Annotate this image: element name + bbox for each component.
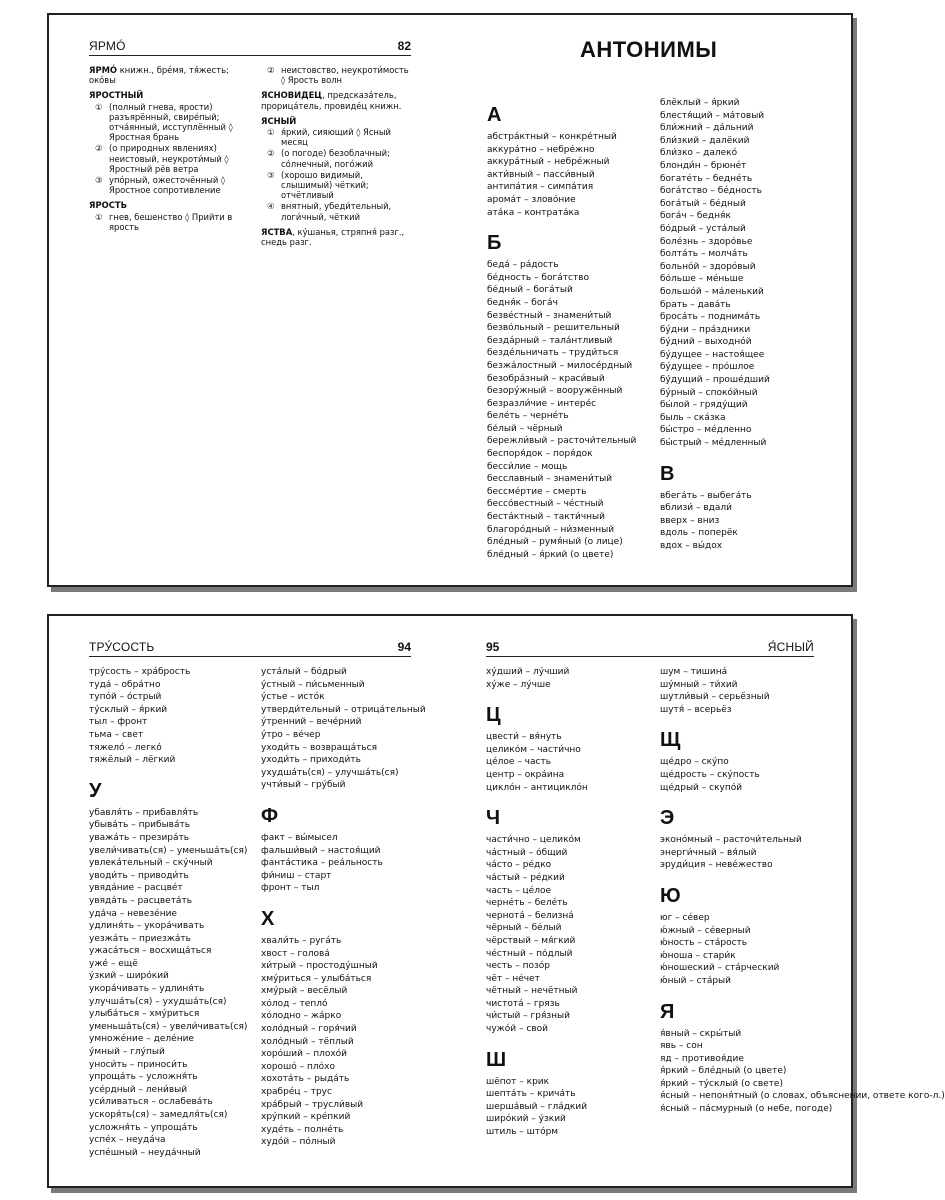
section-letter: Ц bbox=[486, 704, 501, 727]
antonym-pair: бóльше – мéньше bbox=[660, 274, 744, 285]
antonym-pair: щéдрость – ску́пость bbox=[660, 769, 760, 780]
sense-number: ② bbox=[95, 143, 103, 154]
antonym-pair: чи́стый – гря́зный bbox=[486, 1011, 571, 1022]
antonym-pair: бессмéртие – смерть bbox=[487, 486, 587, 497]
dictionary-entry bbox=[261, 227, 413, 247]
section-letter: В bbox=[660, 462, 675, 485]
antonym-pair: убавля́ть – прибавля́ть bbox=[89, 807, 199, 818]
page-94 bbox=[49, 616, 450, 1186]
sense-text: гнев, бешенство ◊ Прийти в ярость bbox=[109, 211, 233, 232]
antonym-pair: у́тренний – вечéрний bbox=[261, 717, 362, 728]
section-letter: У bbox=[89, 779, 102, 802]
dictionary-sense bbox=[261, 170, 413, 201]
antonym-pair: хи́трый – простоду́шный bbox=[261, 961, 378, 972]
sense-number: ③ bbox=[95, 175, 103, 186]
antonym-pair: безвéстный – знамени́тый bbox=[487, 310, 612, 321]
antonym-pair: увели́чивать(ся) – уменьша́ть(ся) bbox=[89, 845, 248, 856]
antonym-pair: явь – сон bbox=[660, 1041, 703, 1052]
antonym-column bbox=[486, 666, 656, 1139]
antonym-pair: ухудша́ть(ся) – улучша́ть(ся) bbox=[261, 767, 399, 778]
antonym-pair: бли́зкий – далёкий bbox=[660, 135, 750, 146]
antonym-pair: вблизи́ – вдали́ bbox=[660, 503, 732, 514]
antonym-pair: хму́рый – весёлый bbox=[261, 986, 348, 997]
antonym-pair: аккура́тно – небрéжно bbox=[487, 144, 595, 155]
section-letter: Э bbox=[660, 807, 675, 830]
running-header bbox=[89, 39, 411, 56]
antonym-pair: уезжа́ть – приезжа́ть bbox=[89, 933, 191, 944]
antonym-pair: храбрéц – трус bbox=[261, 1087, 332, 1098]
antonym-pair: уси́ливаться – ослабева́ть bbox=[89, 1097, 213, 1108]
antonym-pair: хóлод – тепло́ bbox=[261, 998, 328, 1009]
antonym-pair: хра́брый – трусли́вый bbox=[261, 1099, 364, 1110]
antonym-pair: шутя́ – всерьёз bbox=[660, 704, 732, 715]
dictionary-sense bbox=[261, 148, 413, 168]
dictionary-entry bbox=[261, 90, 413, 110]
antonym-pair: ту́склый – я́ркий bbox=[89, 704, 168, 715]
sense-number: ② bbox=[267, 65, 275, 75]
section-letter: Ф bbox=[261, 804, 279, 827]
antonym-pair: фи́ниш – старт bbox=[261, 870, 332, 881]
dictionary-entry bbox=[89, 200, 239, 210]
sense-number: ④ bbox=[267, 201, 275, 212]
dictionary-sense bbox=[89, 212, 239, 232]
antonym-pair: бе́лый – чёрный bbox=[487, 423, 563, 434]
antonym-pair: уходи́ть – возвраща́ться bbox=[261, 742, 378, 753]
antonym-pair: цвести́ – вя́нуть bbox=[486, 732, 562, 743]
antonym-pair: я́вный – скры́тый bbox=[660, 1028, 742, 1039]
antonym-pair: блонди́н – брюнéт bbox=[660, 160, 747, 171]
antonym-pair: болта́ть – молча́ть bbox=[660, 249, 748, 260]
antonym-pair: уходи́ть – приходи́ть bbox=[261, 755, 361, 766]
section-letter: Ю bbox=[660, 884, 681, 907]
antonym-pair: умножéние – делéние bbox=[89, 1034, 194, 1045]
section-letter: Я bbox=[660, 1000, 675, 1023]
sense-text: неистовство, неукроти́мость ◊ Ярость волн bbox=[281, 65, 409, 86]
antonym-pair: уда́ча – невезéние bbox=[89, 908, 177, 919]
antonym-pair: честь – позóр bbox=[486, 961, 550, 972]
antonym-pair: хóлодно – жа́рко bbox=[261, 1011, 342, 1022]
dictionary-sense bbox=[89, 175, 239, 195]
antonym-pair: вдоль – поперёк bbox=[660, 528, 738, 539]
sense-text: (о природных явлениях) неистовый, неукроти́мый ◊ Яростный рёв ветра bbox=[109, 143, 229, 174]
antonym-pair: бога́тый – бéдный bbox=[660, 198, 746, 209]
antonym-pair: беле́ть – черне́ть bbox=[487, 411, 569, 422]
antonym-pair: бережли́вый – расточи́тельный bbox=[487, 436, 637, 447]
antonym-pair: хорóший – плохóй bbox=[261, 1049, 348, 1060]
antonym-pair: у́зкий – широ́кий bbox=[89, 971, 169, 982]
antonym-pair: ширóкий – у́зкий bbox=[486, 1114, 566, 1125]
running-header bbox=[486, 640, 814, 657]
antonym-column bbox=[660, 666, 945, 1116]
antonym-pair: утверди́тельный – отрица́тельный bbox=[261, 704, 426, 715]
antonym-pair: я́сный – непоня́тный (о словах, объяснении, ответе кого-л.) bbox=[660, 1091, 945, 1102]
antonym-pair: туда́ – обра́тно bbox=[89, 679, 161, 690]
antonym-pair: бу́дний – выходнóй bbox=[660, 337, 752, 348]
antonym-pair: ю́ный – ста́рый bbox=[660, 975, 732, 986]
antonym-pair: вбега́ть – выбега́ть bbox=[660, 490, 752, 501]
antonym-pair: ю́ность – ста́рость bbox=[660, 938, 748, 949]
headword: ЯРОСТЬ bbox=[89, 200, 127, 211]
antonym-pair: шум – тишина́ bbox=[660, 667, 728, 677]
antonym-pair: шепта́ть – крича́ть bbox=[486, 1089, 576, 1100]
antonym-pair: безразли́чие – интере́с bbox=[487, 398, 597, 409]
antonym-pair: ча́сто – рéдко bbox=[486, 860, 552, 871]
entry-text: книжн., брéмя, тя́жесть; око́вы bbox=[89, 65, 229, 86]
headword: ЯСНОВИДЕЦ bbox=[261, 90, 323, 101]
sense-number: ② bbox=[267, 148, 275, 159]
antonym-pair: ху́дший – лу́чший bbox=[486, 667, 570, 677]
antonym-pair: вдох – вы́дох bbox=[660, 541, 723, 551]
antonym-pair: быль – ска́зка bbox=[660, 412, 726, 423]
antonym-pair: энерги́чный – вя́лый bbox=[660, 847, 757, 858]
antonym-pair: худóй – пóлный bbox=[261, 1137, 336, 1148]
antonym-pair: ю́ношеский – ста́рческий bbox=[660, 963, 780, 974]
antonyms-page bbox=[450, 15, 851, 585]
sense-number: ① bbox=[95, 211, 103, 222]
antonym-pair: у́тро – вéчер bbox=[261, 729, 321, 740]
antonym-pair: шёпот – крик bbox=[486, 1076, 550, 1087]
antonym-pair: чернéть – белéть bbox=[486, 898, 568, 909]
antonym-pair: бу́дущий – прошéдший bbox=[660, 375, 770, 386]
antonym-pair: ускоря́ть(ся) – замедля́ть(ся) bbox=[89, 1110, 228, 1120]
antonym-pair: бесси́лие – мощь bbox=[487, 461, 568, 472]
antonym-pair: хму́риться – улыба́ться bbox=[261, 973, 372, 984]
antonym-pair: чистота́ – грязь bbox=[486, 998, 560, 1009]
antonym-pair: улыба́ться – хму́риться bbox=[89, 1009, 200, 1020]
antonym-pair: бы́стрый – мéдленный bbox=[660, 438, 767, 449]
sense-text: (хорошо видимый, слышимый) чёткий; отчётливый bbox=[281, 169, 369, 201]
antonym-column bbox=[261, 666, 436, 1149]
antonym-pair: эконóмный – расточи́тельный bbox=[660, 835, 802, 846]
antonym-pair: шутли́вый – серьёзный bbox=[660, 692, 770, 703]
dictionary-sense bbox=[261, 65, 413, 85]
antonym-pair: безору́жный – вооружённый bbox=[487, 386, 623, 397]
antonym-pair: уста́лый – бóдрый bbox=[261, 667, 347, 677]
page-number: 94 bbox=[397, 640, 411, 654]
antonym-pair: у́стный – пи́сьменный bbox=[261, 679, 365, 690]
antonym-pair: блёклый – я́ркий bbox=[660, 98, 740, 108]
dictionary-entry bbox=[89, 90, 239, 100]
antonym-pair: акти́вный – пасси́вный bbox=[487, 169, 595, 180]
antonym-pair: беста́ктный – такти́чный bbox=[487, 512, 605, 523]
antonym-pair: холóдный – тёплый bbox=[261, 1036, 354, 1047]
section-letter: Щ bbox=[660, 729, 681, 752]
antonym-pair: бессо́вестный – чéстный bbox=[487, 499, 604, 510]
dictionary-column bbox=[89, 65, 239, 233]
antonym-pair: штиль – штóрм bbox=[486, 1127, 559, 1138]
antonym-pair: хру́пкий – крéпкий bbox=[261, 1112, 351, 1123]
antonym-pair: хвост – голова́ bbox=[261, 948, 330, 959]
antonym-pair: благорóдный – ни́зменный bbox=[487, 524, 615, 535]
sense-text: внятный, убеди́тельный, логи́чный, чёткий bbox=[281, 201, 392, 222]
antonym-pair: тыл – фронт bbox=[89, 717, 148, 728]
antonym-pair: аккура́тный – небрéжный bbox=[487, 157, 610, 168]
sense-text: я́ркий, сияющий ◊ Ясный месяц bbox=[281, 127, 391, 148]
antonym-pair: центр – окра́ина bbox=[486, 769, 565, 780]
section-letter: Х bbox=[261, 907, 275, 930]
antonym-pair: блестя́щий – ма́товый bbox=[660, 110, 765, 121]
book-spread-top bbox=[47, 13, 853, 587]
antonym-pair: юг – сéвер bbox=[660, 912, 710, 923]
antonym-pair: больнóй – здорóвый bbox=[660, 261, 756, 272]
antonym-pair: чёрный – бéлый bbox=[486, 923, 562, 934]
antonym-pair: болéзнь – здорóвье bbox=[660, 236, 753, 247]
antonym-pair: тупóй – óстрый bbox=[89, 692, 162, 703]
antonym-pair: увяда́ние – расцвéт bbox=[89, 883, 183, 894]
antonym-pair: уважа́ть – презира́ть bbox=[89, 832, 190, 843]
antonym-pair: убыва́ть – прибыва́ть bbox=[89, 820, 191, 831]
antonym-column bbox=[89, 666, 259, 1159]
antonym-pair: ча́стный – óбщий bbox=[486, 847, 568, 858]
antonym-pair: тьма – свет bbox=[89, 729, 144, 740]
antonym-pair: чернота́ – белизна́ bbox=[486, 910, 574, 921]
antonym-pair: упроща́ть – усложня́ть bbox=[89, 1072, 198, 1083]
dictionary-entry bbox=[89, 65, 239, 85]
antonym-pair: хохота́ть – рыда́ть bbox=[261, 1074, 350, 1085]
antonym-pair: усложня́ть – упроща́ть bbox=[89, 1122, 198, 1133]
dictionary-sense bbox=[89, 143, 239, 174]
book-spread-bottom bbox=[47, 614, 945, 1188]
antonym-pair: фронт – тыл bbox=[261, 883, 320, 894]
antonym-pair: вверх – вниз bbox=[660, 515, 720, 526]
antonym-pair: укора́чивать – удлиня́ть bbox=[89, 984, 205, 995]
antonym-pair: беда́ – ра́дость bbox=[487, 260, 559, 271]
antonym-pair: чéстный – пóдлый bbox=[486, 948, 573, 959]
antonym-pair: тяжёлый – лёгкий bbox=[89, 755, 176, 766]
entry-text: , кýшанья, стряпня́ разг., снедь разг. bbox=[261, 226, 405, 248]
antonym-pair: блéдный – румя́ный (о лице) bbox=[487, 537, 623, 548]
antonym-pair: ю́жный – сéверный bbox=[660, 925, 751, 936]
antonym-pair: части́чно – целикóм bbox=[486, 835, 581, 846]
antonym-pair: бéдность – бога́тство bbox=[487, 272, 589, 283]
sense-text: (полный гнева, ярости) разъярённый, свирéпый; отча́янный, исступлённый ◊ Яростная брань bbox=[109, 101, 233, 143]
antonym-pair: часть – цéлое bbox=[486, 885, 552, 896]
sense-number: ① bbox=[267, 127, 275, 138]
antonym-pair: бу́дущее – настоя́щее bbox=[660, 349, 765, 360]
antonym-pair: тяжело́ – легко́ bbox=[89, 742, 162, 753]
antonym-pair: безжа́лостный – милосе́рдный bbox=[487, 360, 633, 371]
antonym-pair: учти́вый – гру́бый bbox=[261, 780, 346, 791]
dictionary-sense bbox=[261, 201, 413, 221]
antonym-pair: броса́ть – поднима́ть bbox=[660, 312, 761, 323]
antonym-pair: бу́рный – споко́йный bbox=[660, 387, 758, 398]
antonym-pair: холóдный – горя́чий bbox=[261, 1024, 357, 1035]
antonym-pair: щéдро – ску́по bbox=[660, 757, 729, 768]
antonym-pair: бедня́к – бога́ч bbox=[487, 297, 558, 308]
page-82 bbox=[49, 15, 450, 585]
antonym-pair: улучша́ть(ся) – ухудша́ть(ся) bbox=[89, 996, 227, 1007]
antonym-pair: безде́льничать – труди́ться bbox=[487, 348, 619, 359]
headword: ЯРМÓ bbox=[89, 65, 118, 75]
header-word: ТРУ́СОСТЬ bbox=[89, 640, 155, 654]
antonym-pair: безвóльный – решительный bbox=[487, 323, 620, 334]
sense-text: (о погоде) безоблачный; со́лнечный, погóжий bbox=[281, 148, 390, 169]
antonym-column bbox=[487, 103, 657, 561]
sense-text: упóрный, ожесточённый ◊ Яростное сопротивление bbox=[109, 175, 226, 196]
antonym-pair: циклóн – антициклóн bbox=[486, 782, 588, 793]
antonym-pair: я́сный – па́смурный (о небе, погоде) bbox=[660, 1104, 833, 1115]
sense-number: ① bbox=[95, 101, 103, 112]
antonym-pair: фальши́вый – настоя́щий bbox=[261, 845, 381, 856]
running-header bbox=[89, 640, 411, 657]
antonym-pair: я́ркий – ту́склый (о свете) bbox=[660, 1078, 783, 1089]
antonym-pair: у́стье – истóк bbox=[261, 692, 325, 703]
antonym-pair: целикóм – части́чно bbox=[486, 744, 581, 755]
antonym-pair: бесславный – знамени́тый bbox=[487, 474, 613, 485]
antonym-pair: бу́дущее – прóшлое bbox=[660, 362, 755, 373]
page-number: 95 bbox=[486, 640, 500, 654]
antonym-pair: тру́сость – хра́брость bbox=[89, 667, 191, 677]
dictionary-sense bbox=[261, 127, 413, 147]
entry-text: , предсказа́тель, прорица́тель, провидéц книжн. bbox=[261, 90, 402, 111]
antonym-pair: безда́рный – тала́нтливый bbox=[487, 335, 613, 346]
antonym-pair: хорошó – плóхо bbox=[261, 1061, 335, 1072]
header-word: ЯРМÓ bbox=[89, 39, 126, 53]
antonym-pair: успéшный – неуда́чный bbox=[89, 1147, 201, 1158]
antonym-pair: уноси́ть – приноси́ть bbox=[89, 1059, 188, 1070]
antonym-pair: бóдрый – уста́лый bbox=[660, 223, 746, 234]
antonym-pair: ча́стый – рéдкий bbox=[486, 872, 565, 883]
antonym-pair: ху́же – лу́чше bbox=[486, 679, 551, 690]
antonym-pair: бли́жний – да́льний bbox=[660, 123, 754, 134]
antonym-pair: беспоря́док – поря́док bbox=[487, 449, 593, 460]
section-letter: А bbox=[487, 104, 502, 126]
antonym-pair: арома́т – зловóние bbox=[487, 194, 576, 205]
antonym-pair: факт – вы́мысел bbox=[261, 832, 338, 843]
antonym-pair: удлиня́ть – укора́чивать bbox=[89, 921, 205, 932]
antonym-pair: цéлое – часть bbox=[486, 757, 552, 768]
antonym-pair: бы́стро – мéдленно bbox=[660, 425, 752, 436]
antonym-pair: увяда́ть – расцвета́ть bbox=[89, 895, 192, 906]
antonym-pair: чёрствый – мя́гкий bbox=[486, 935, 576, 946]
antonym-pair: бéдный – бога́тый bbox=[487, 285, 573, 296]
antonym-pair: усéрдный – лени́вый bbox=[89, 1084, 188, 1095]
antonym-column bbox=[660, 97, 835, 553]
antonym-pair: безобра́зный – краси́вый bbox=[487, 373, 605, 384]
page-number: 82 bbox=[397, 39, 411, 53]
headword: ЯСНЫЙ bbox=[261, 115, 297, 126]
antonym-pair: бога́тство – бéдность bbox=[660, 186, 762, 197]
antonym-pair: антипа́тия – симпа́тия bbox=[487, 182, 594, 193]
antonym-pair: яд – противоя́дие bbox=[660, 1053, 744, 1064]
antonym-pair: фанта́стика – реа́льность bbox=[261, 858, 383, 869]
header-word: Я́СНЫЙ bbox=[767, 640, 814, 654]
antonym-pair: чётный – нечётный bbox=[486, 986, 578, 997]
antonym-pair: шу́мный – ти́хий bbox=[660, 679, 738, 690]
section-title: АНТОНИМЫ bbox=[580, 37, 718, 62]
antonym-pair: увлека́тельный – ску́чный bbox=[89, 858, 213, 869]
headword: ЯСТВА bbox=[261, 226, 293, 237]
antonym-pair: уменьша́ть(ся) – увели́чивать(ся) bbox=[89, 1021, 248, 1032]
antonym-pair: абстра́ктный – конкрéтный bbox=[487, 132, 617, 142]
page-95 bbox=[450, 616, 945, 1186]
section-letter: Ш bbox=[486, 1048, 507, 1071]
antonym-pair: щéдрый – скупóй bbox=[660, 782, 743, 793]
antonym-pair: шерша́вый – гла́дкий bbox=[486, 1101, 588, 1112]
dictionary-column bbox=[261, 65, 413, 248]
antonym-pair: худéть – полнéть bbox=[261, 1124, 344, 1135]
dictionary-sense bbox=[89, 102, 239, 143]
antonym-pair: бу́дни – пра́здники bbox=[660, 324, 751, 335]
antonym-pair: бли́зко – далеко́ bbox=[660, 148, 738, 159]
antonym-pair: ужаса́ться – восхища́ться bbox=[89, 946, 212, 957]
antonym-pair: чёт – нéчет bbox=[486, 973, 540, 984]
antonym-pair: у́мный – глу́пый bbox=[89, 1047, 165, 1058]
dictionary-entry bbox=[261, 116, 413, 126]
antonym-pair: ата́ка – контрата́ка bbox=[487, 207, 580, 218]
antonym-pair: бога́ч – бедня́к bbox=[660, 211, 731, 222]
section-letter: Б bbox=[487, 232, 502, 255]
antonym-pair: бы́лой – гряду́щий bbox=[660, 400, 748, 411]
antonym-pair: уже́ – ещё bbox=[89, 958, 138, 969]
antonym-pair: блéдный – я́ркий (о цвете) bbox=[487, 549, 614, 560]
antonym-pair: большóй – ма́ленький bbox=[660, 286, 764, 297]
antonym-pair: чужóй – свой bbox=[486, 1024, 548, 1035]
antonym-pair: ю́ноша – стари́к bbox=[660, 950, 736, 961]
headword: ЯРОСТНЫЙ bbox=[89, 90, 144, 101]
antonym-pair: я́ркий – блéдный (о цвете) bbox=[660, 1066, 787, 1077]
antonym-pair: брать – дава́ть bbox=[660, 299, 731, 310]
antonym-pair: эруди́ция – невéжество bbox=[660, 860, 773, 871]
antonym-pair: богатéть – беднéть bbox=[660, 173, 753, 184]
sense-number: ③ bbox=[267, 169, 275, 180]
antonym-pair: уводи́ть – приводи́ть bbox=[89, 870, 189, 881]
antonym-pair: успéх – неуда́ча bbox=[89, 1135, 166, 1146]
section-letter: Ч bbox=[486, 807, 501, 830]
antonym-pair: хвали́ть – руга́ть bbox=[261, 935, 342, 946]
